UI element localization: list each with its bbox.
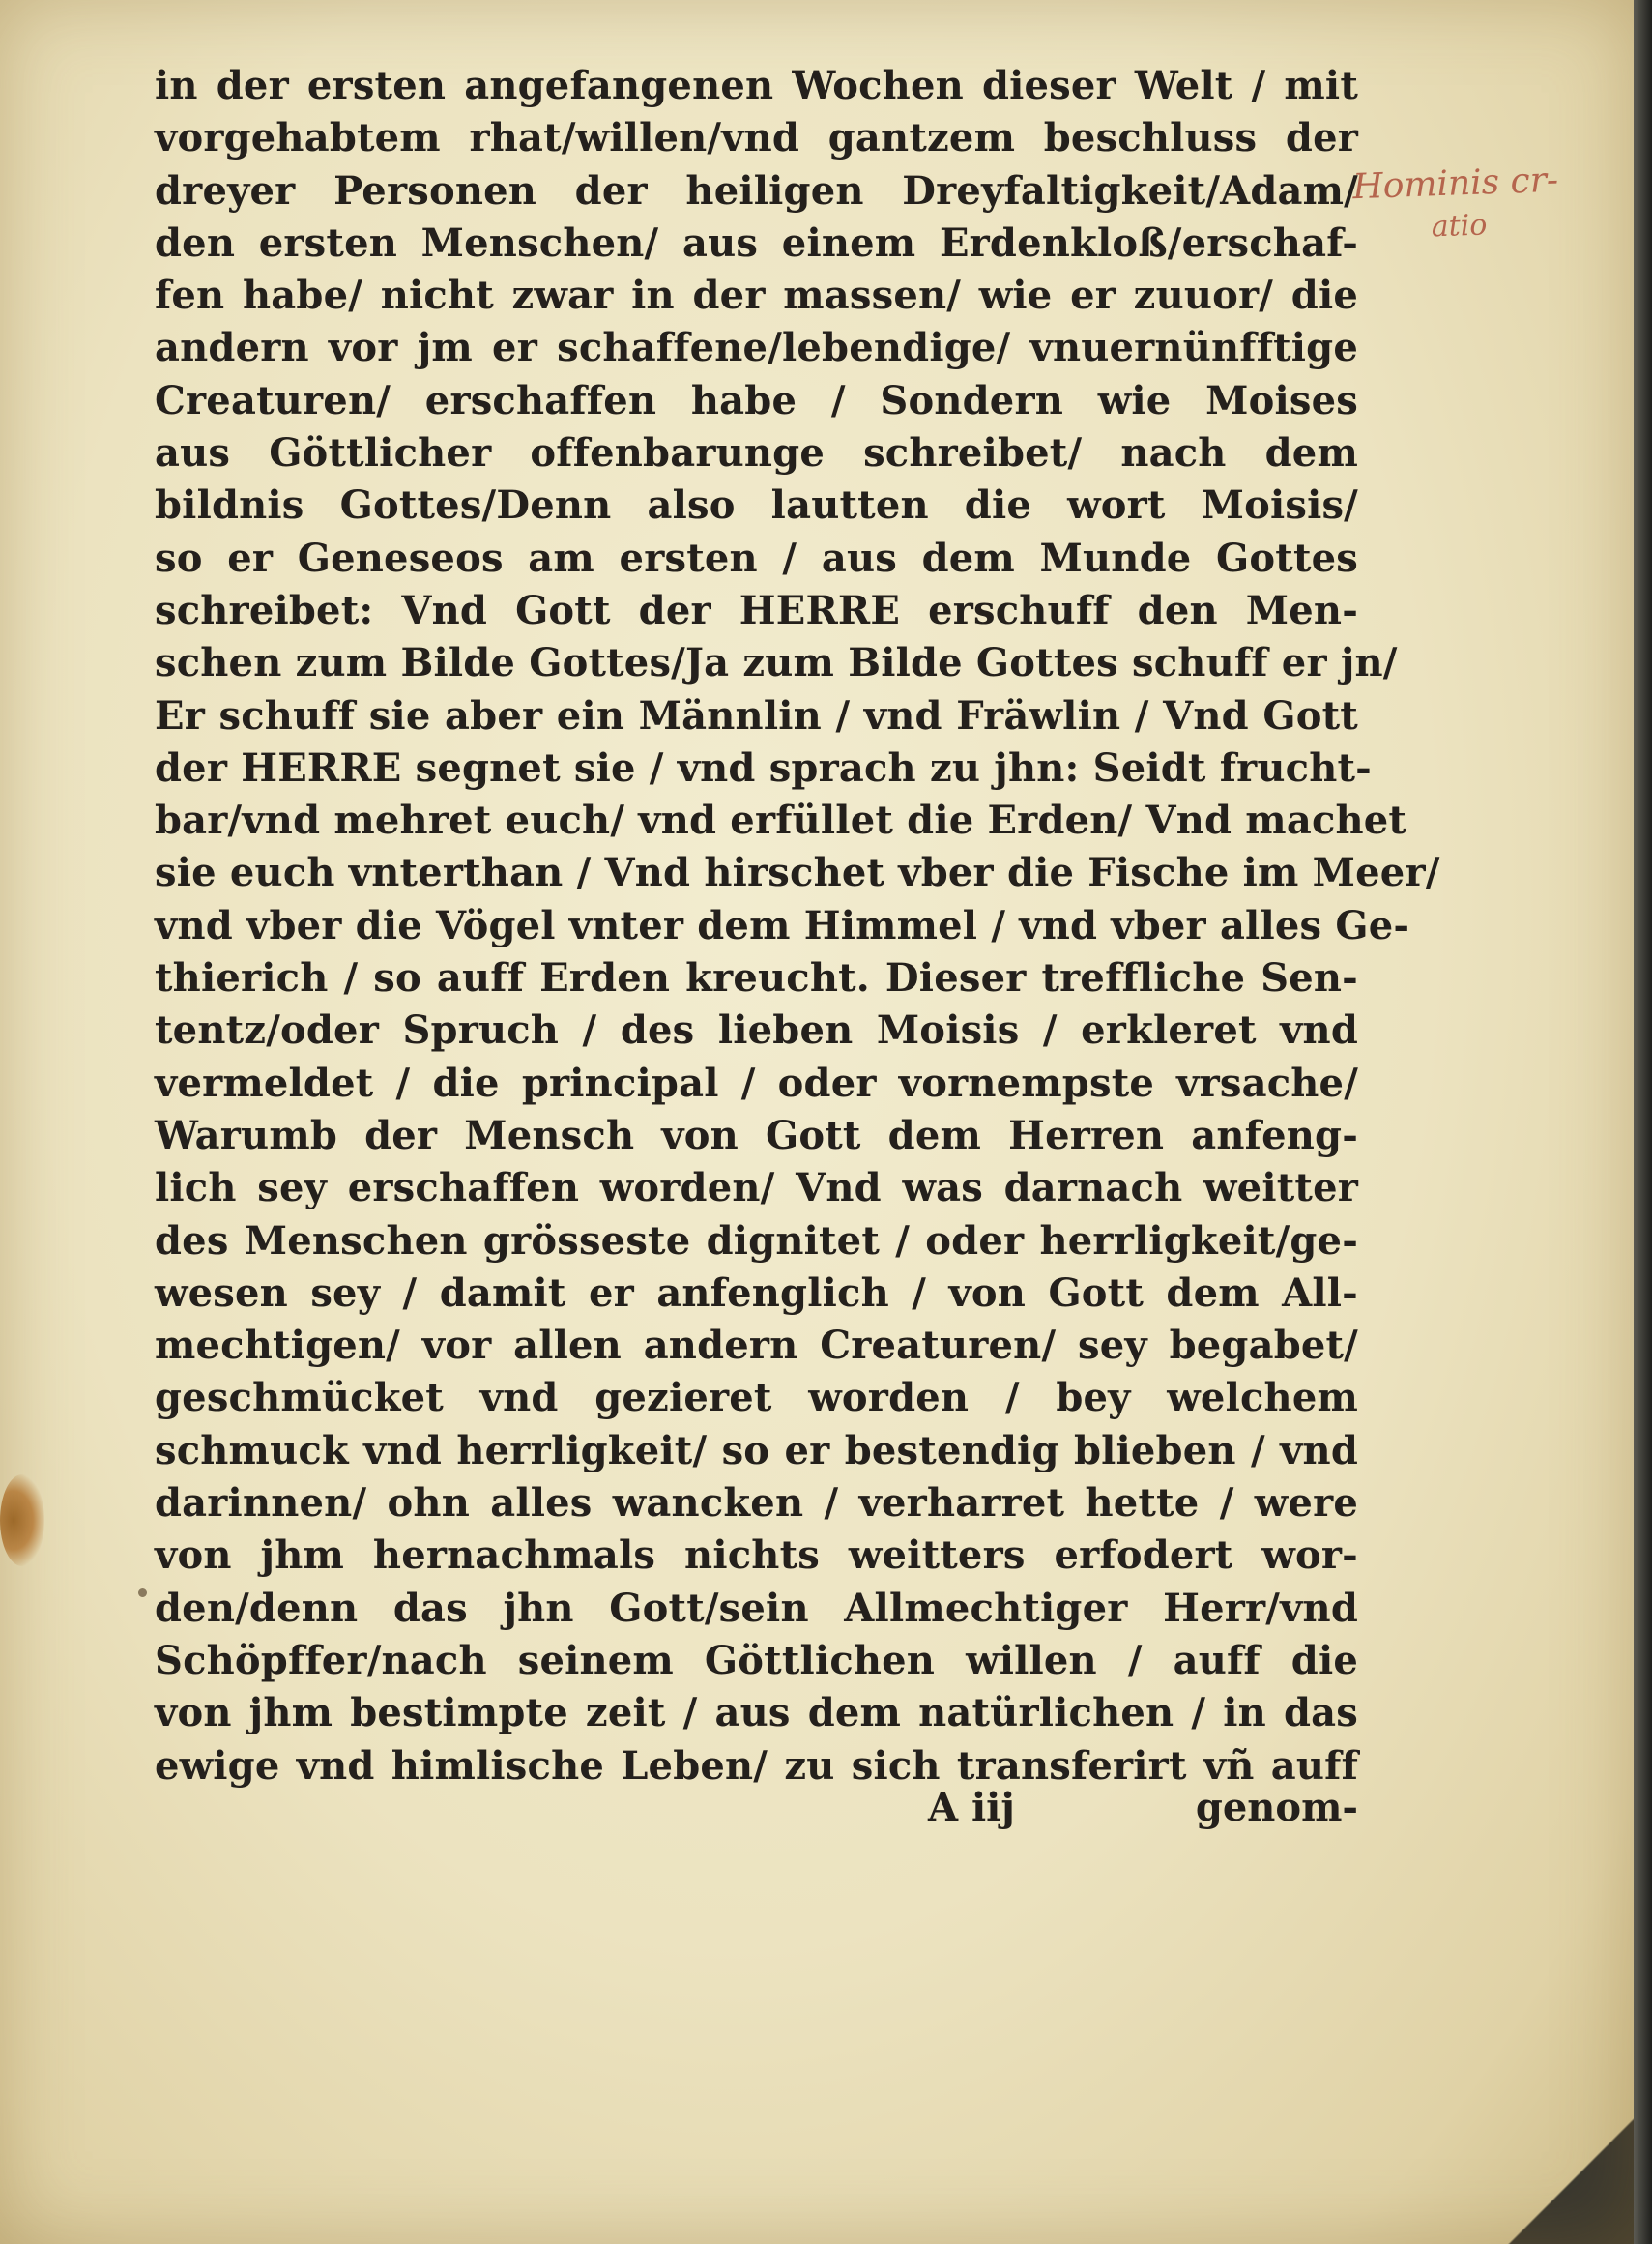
text-line: schen zum Bilde Gottes/Ja zum Bilde Gottes schuff er jn/ <box>155 640 1398 686</box>
text-line: in der ersten angefangenen Wochen dieser Welt / mit <box>155 63 1358 108</box>
text-line: schmuck vnd herrligkeit/ so er bestendig blieben / vnd <box>155 1427 1358 1473</box>
text-line: den/denn das jhn Gott/sein Allmechtiger Herr/vnd <box>155 1585 1358 1631</box>
text-line: lich sey erschaffen worden/ Vnd was darnach weitter <box>155 1165 1358 1211</box>
page-corner-shadow <box>1508 2108 1634 2244</box>
text-line: von jhm bestimpte zeit / aus dem natürlichen / in das <box>155 1690 1358 1736</box>
paper-stain <box>0 1474 44 1566</box>
text-line: andern vor jm er schaffene/lebendige/ vnuernünfftige <box>155 325 1358 371</box>
marginal-annotation-line: Hominis cr- <box>1351 160 1559 208</box>
text-line: Schöpffer/nach seinem Göttlichen willen / auff die <box>155 1637 1358 1683</box>
text-line: vermeldet / die principal / oder vornempste vrsache/ <box>155 1060 1358 1106</box>
text-line: vorgehabtem rhat/willen/vnd gantzem beschluss der <box>155 115 1358 161</box>
text-line: tentz/oder Spruch / des lieben Moisis / erkleret vnd <box>155 1007 1358 1054</box>
text-line: thierich / so auff Erden kreucht. Dieser treffliche Sen- <box>155 955 1358 1002</box>
text-line: von jhm hernachmals nichts weitters erfodert wor- <box>155 1532 1358 1579</box>
text-line: Creaturen/ erschaffen habe / Sondern wie Moises <box>155 377 1358 423</box>
text-line: der HERRE segnet sie / vnd sprach zu jhn: Seidt frucht- <box>155 744 1372 791</box>
text-line: sie euch vnterthan / Vnd hirschet vber die Fische im Meer/ <box>155 850 1440 896</box>
text-line: wesen sey / damit er anfenglich / von Gott dem All- <box>155 1269 1358 1316</box>
marginal-annotation <box>1352 159 1587 251</box>
text-line: aus Göttlicher offenbarunge schreibet/ nach dem <box>155 430 1358 477</box>
text-line: bildnis Gottes/Denn also lautten die wort Moisis/ <box>155 482 1358 529</box>
text-line: bar/vnd mehret euch/ vnd erfüllet die Erden/ Vnd machet <box>155 798 1407 844</box>
text-line: ewige vnd himlische Leben/ zu sich transferirt vñ auff <box>155 1742 1358 1789</box>
text-line: so er Geneseos am ersten / aus dem Munde Gottes <box>155 535 1358 581</box>
text-line: Er schuff sie aber ein Männlin / vnd Fräwlin / Vnd Gott <box>155 692 1358 739</box>
text-line: des Menschen grösseste dignitet / oder herrligkeit/ge- <box>155 1217 1358 1264</box>
paper-speck <box>138 1588 147 1597</box>
text-line: vnd vber die Vögel vnter dem Himmel / vnd vber alles Ge- <box>155 902 1410 948</box>
text-line: mechtigen/ vor allen andern Creaturen/ sey begabet/ <box>155 1323 1358 1369</box>
page-footer <box>155 1779 1358 1837</box>
text-line: Warumb der Mensch von Gott dem Herren anfeng- <box>155 1112 1358 1158</box>
text-line: geschmücket vnd gezieret worden / bey welchem <box>155 1375 1358 1421</box>
text-line: darinnen/ ohn alles wancken / verharret hette / were <box>155 1480 1358 1527</box>
catchword: genom- <box>1195 1785 1358 1830</box>
text-line: fen habe/ nicht zwar in der massen/ wie er zuuor/ die <box>155 273 1358 319</box>
text-line: den ersten Menschen/ aus einem Erdenkloß/erschaf- <box>155 219 1358 266</box>
text-line: schreibet: Vnd Gott der HERRE erschuff den Men- <box>155 587 1358 633</box>
signature-mark: A iij <box>928 1785 1015 1830</box>
marginal-annotation-line: atio <box>1431 208 1488 245</box>
text-line: dreyer Personen der heiligen Dreyfaltigkeit/Adam/ <box>155 167 1358 214</box>
body-text <box>155 60 1440 1792</box>
page-edge <box>1634 0 1652 2244</box>
